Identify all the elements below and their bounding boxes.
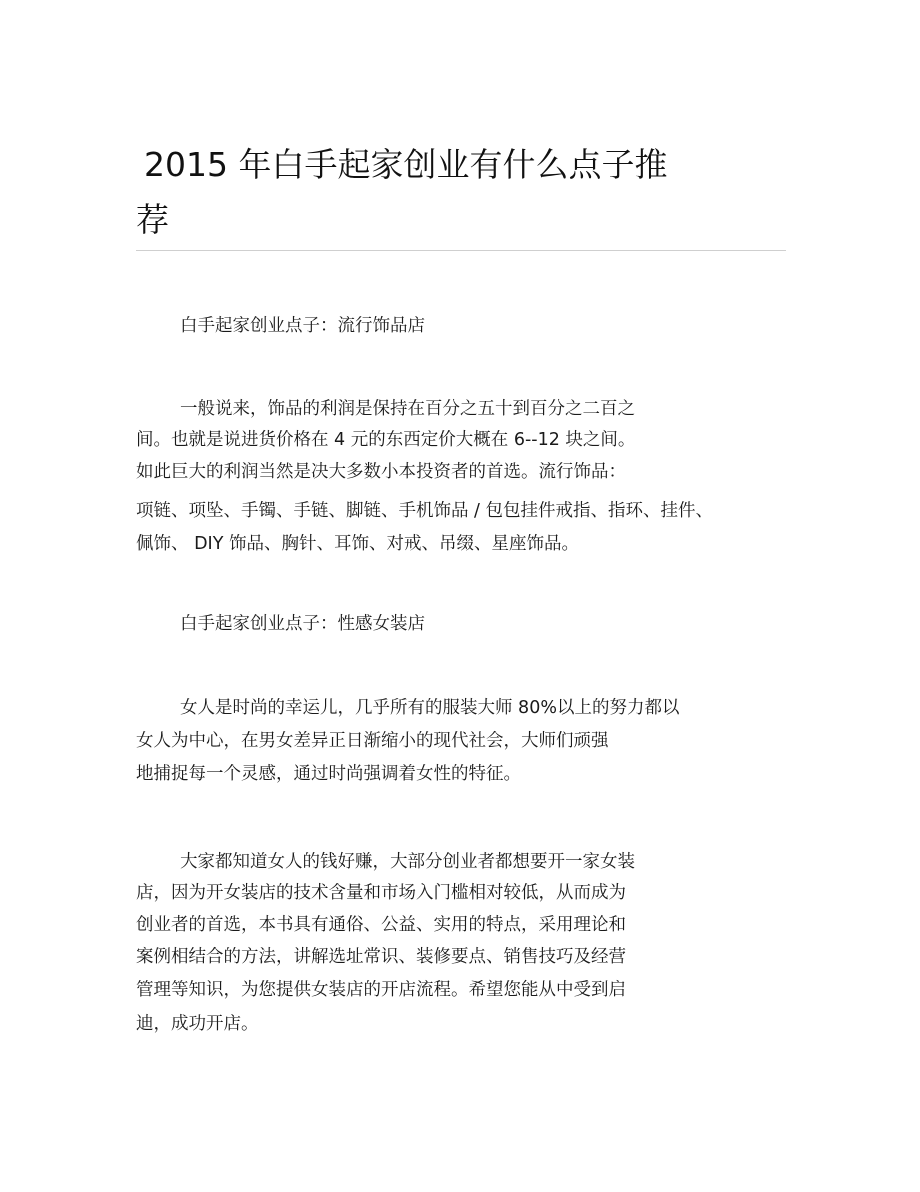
paragraph-line: 佩饰、 DIY 饰品、胸针、耳饰、对戒、吊缀、星座饰品。: [136, 534, 579, 554]
paragraph-line: 迪，成功开店。: [136, 1014, 259, 1034]
paragraph-line: 大家都知道女人的钱好赚，大部分创业者都想要开一家女装: [180, 852, 635, 872]
paragraph-line: 女人为中心，在男女差异正日渐缩小的现代社会，大师们顽强: [136, 731, 609, 751]
title-line-2: 荐: [136, 200, 169, 239]
paragraph-line: 项链、项坠、手镯、手链、脚链、手机饰品 / 包包挂件戒指、指环、挂件、: [136, 501, 714, 521]
section-heading-women-clothing-store: 白手起家创业点子：性感女装店: [180, 614, 425, 634]
paragraph-line: 管理等知识，为您提供女装店的开店流程。希望您能从中受到启: [136, 980, 626, 1000]
document-title: [136, 137, 776, 247]
paragraph-line: 女人是时尚的幸运儿，几乎所有的服装大师 80%以上的努力都以: [180, 698, 680, 718]
section-heading-jewelry-store: 白手起家创业点子：流行饰品店: [180, 316, 425, 336]
paragraph-line: 创业者的首选，本书具有通俗、公益、实用的特点，采用理论和: [136, 915, 626, 935]
paragraph-line: 案例相结合的方法，讲解选址常识、装修要点、销售技巧及经营: [136, 947, 626, 967]
paragraph-line: 如此巨大的利润当然是决大多数小本投资者的首选。流行饰品：: [136, 462, 626, 482]
title-divider: [136, 250, 786, 251]
title-line-1: 2015 年白手起家创业有什么点子推: [144, 145, 668, 184]
paragraph-line: 地捕捉每一个灵感，通过时尚强调着女性的特征。: [136, 764, 521, 784]
paragraph-line: 店，因为开女装店的技术含量和市场入门槛相对较低，从而成为: [136, 883, 626, 903]
paragraph-line: 间。也就是说进货价格在 4 元的东西定价大概在 6--12 块之间。: [136, 430, 636, 450]
paragraph-line: 一般说来，饰品的利润是保持在百分之五十到百分之二百之: [180, 399, 635, 419]
